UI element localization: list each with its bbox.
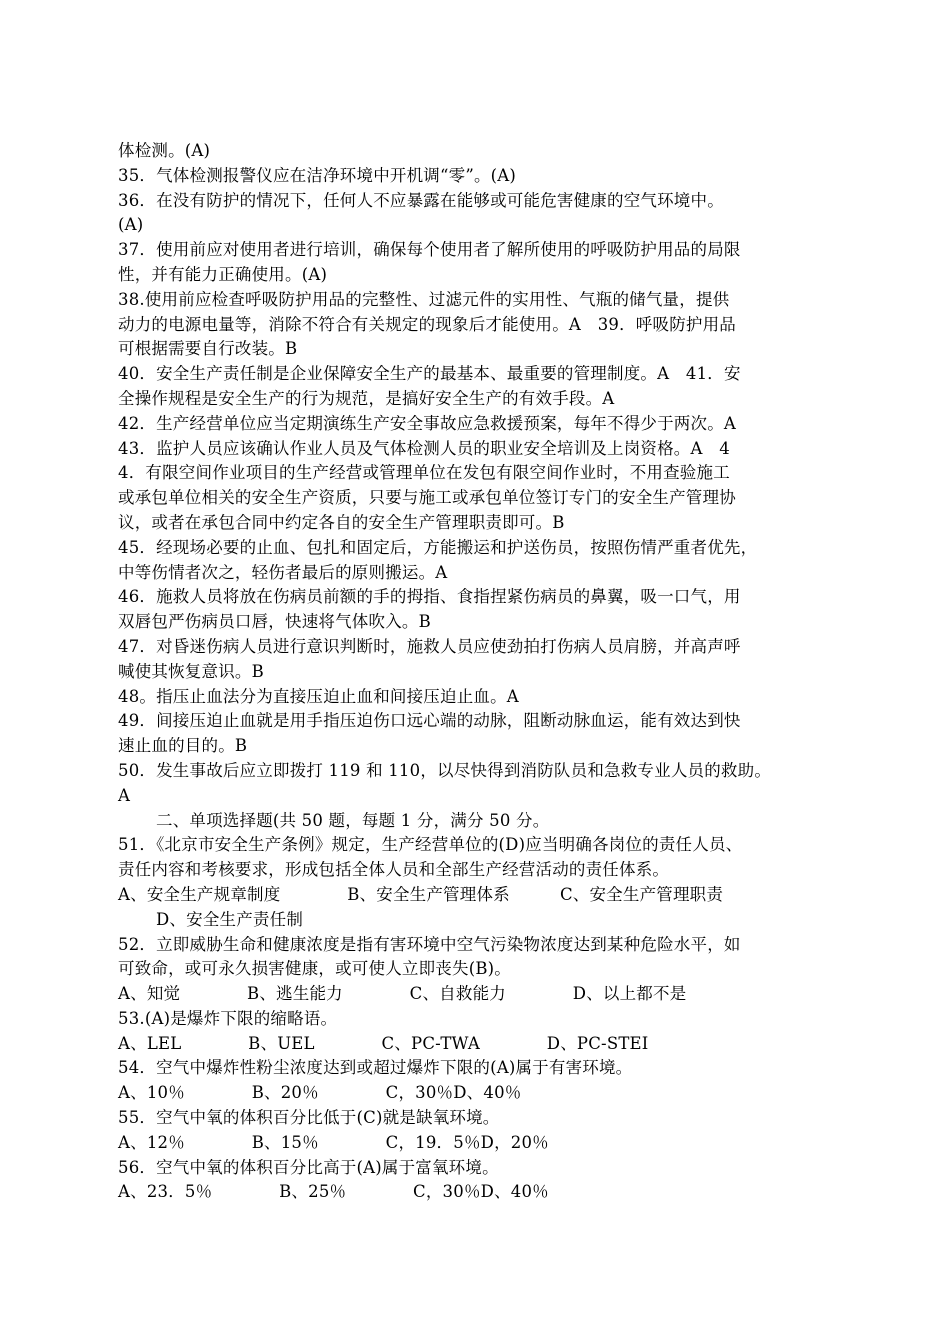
options-51-d: D、安全生产责任制 (156, 909, 304, 929)
question-45: 45．经现场必要的止血、包扎和固定后，方能搬运和护送伤员，按照伤情严重者优先， (118, 537, 758, 557)
text-line: 中等伤情者次之，轻伤者最后的原则搬运。A (118, 562, 448, 582)
text-line: 性，并有能力正确使用。(A) (118, 264, 328, 284)
question-35: 35．气体检测报警仪应在洁净环境中开机调“零”。(A) (118, 165, 517, 185)
question-55: 55．空气中氧的体积百分比低于(C)就是缺氧环境。 (118, 1108, 500, 1128)
options-51: A、安全生产规章制度 B、安全生产管理体系 C、安全生产管理职责 (118, 884, 724, 904)
question-42: 42．生产经营单位应当定期演练生产安全事故应急救援预案，每年不得少于两次。A (118, 413, 737, 433)
options-55: A、12％ B、15％ C，19．5％D，20％ (118, 1132, 549, 1152)
question-54: 54．空气中爆炸性粉尘浓度达到或超过爆炸下限的(A)属于有害环境。 (118, 1058, 633, 1078)
options-52: A、知觉 B、逃生能力 C、自救能力 D、以上都不是 (118, 984, 687, 1004)
text-line: 责任内容和考核要求，形成包括全体人员和全部生产经营活动的责任体系。 (118, 860, 670, 880)
text-line: 体检测。(A) (118, 141, 211, 160)
question-44: 4．有限空间作业项目的生产经营或管理单位在发包有限空间作业时，不用查验施工 (118, 463, 730, 483)
text-line: (A) (118, 215, 144, 235)
text-line: 双唇包严伤病员口唇，快速将气体吹入。B (118, 612, 431, 632)
text-line: 可致命，或可永久损害健康，或可使人立即丧失(B)。 (118, 959, 511, 979)
question-47: 47．对昏迷伤病人员进行意识判断时，施救人员应使劲拍打伤病人员肩膀，并高声呼 (118, 636, 741, 656)
question-46: 46．施救人员将放在伤病员前额的手的拇指、食指捏紧伤病员的鼻翼，吸一口气，用 (118, 587, 741, 607)
question-52: 52．立即威胁生命和健康浓度是指有害环境中空气污染物浓度达到某种危险水平，如 (118, 934, 741, 954)
question-43: 43．监护人员应该确认作业人员及气体检测人员的职业安全培训及上岗资格。A 4 (118, 438, 731, 458)
text-line: A (118, 785, 131, 805)
question-40: 40．安全生产责任制是企业保障安全生产的最基本、最重要的管理制度。A 41．安 (118, 364, 741, 384)
document-body (118, 139, 838, 1205)
text-line: 可根据需要自行改装。B (118, 339, 298, 359)
options-54: A、10％ B、20％ C，30％D、40％ (118, 1083, 522, 1103)
question-51: 51．《北京市安全生产条例》规定，生产经营单位的(D)应当明确各岗位的责任人员、 (118, 835, 743, 855)
question-36: 36．在没有防护的情况下，任何人不应暴露在能够或可能危害健康的空气环境中。 (118, 190, 724, 210)
question-50: 50．发生事故后应立即拨打 119 和 110，以尽快得到消防队员和急救专业人员的救助。 (118, 760, 772, 780)
text-line: 速止血的目的。B (118, 736, 248, 756)
options-53: A、LEL B、UEL C、PC-TWA D、PC-STEI (118, 1033, 649, 1053)
question-49: 49．间接压迫止血就是用手指压迫伤口远心端的动脉，阻断动脉血运，能有效达到快 (118, 711, 741, 731)
text-line: 喊使其恢复意识。B (118, 661, 264, 681)
text-line: 动力的电源电量等，消除不符合有关规定的现象后才能使用。A 39．呼吸防护用品 (118, 314, 737, 334)
section-heading: 二、单项选择题(共 50 题，每题 1 分，满分 50 分。 (156, 810, 550, 830)
question-38: 38.使用前应检查呼吸防护用品的完整性、过滤元件的实用性、气瓶的储气量，提供 (118, 289, 730, 309)
text-line: 全操作规程是安全生产的行为规范，是搞好安全生产的有效手段。A (118, 388, 615, 408)
text-line: 或承包单位相关的安全生产资质，只要与施工或承包单位签订专门的安全生产管理协 (118, 488, 736, 508)
text-line: 议，或者在承包合同中约定各自的安全生产管理职责即可。B (118, 512, 565, 532)
question-48: 48。指压止血法分为直接压迫止血和间接压迫止血。A (118, 686, 519, 706)
question-56: 56．空气中氧的体积百分比高于(A)属于富氧环境。 (118, 1157, 499, 1177)
options-56: A、23．5％ B、25％ C，30％D、40％ (118, 1182, 549, 1202)
question-53: 53.(A)是爆炸下限的缩略语。 (118, 1008, 338, 1028)
question-37: 37．使用前应对使用者进行培训，确保每个使用者了解所使用的呼吸防护用品的局限 (118, 240, 741, 260)
